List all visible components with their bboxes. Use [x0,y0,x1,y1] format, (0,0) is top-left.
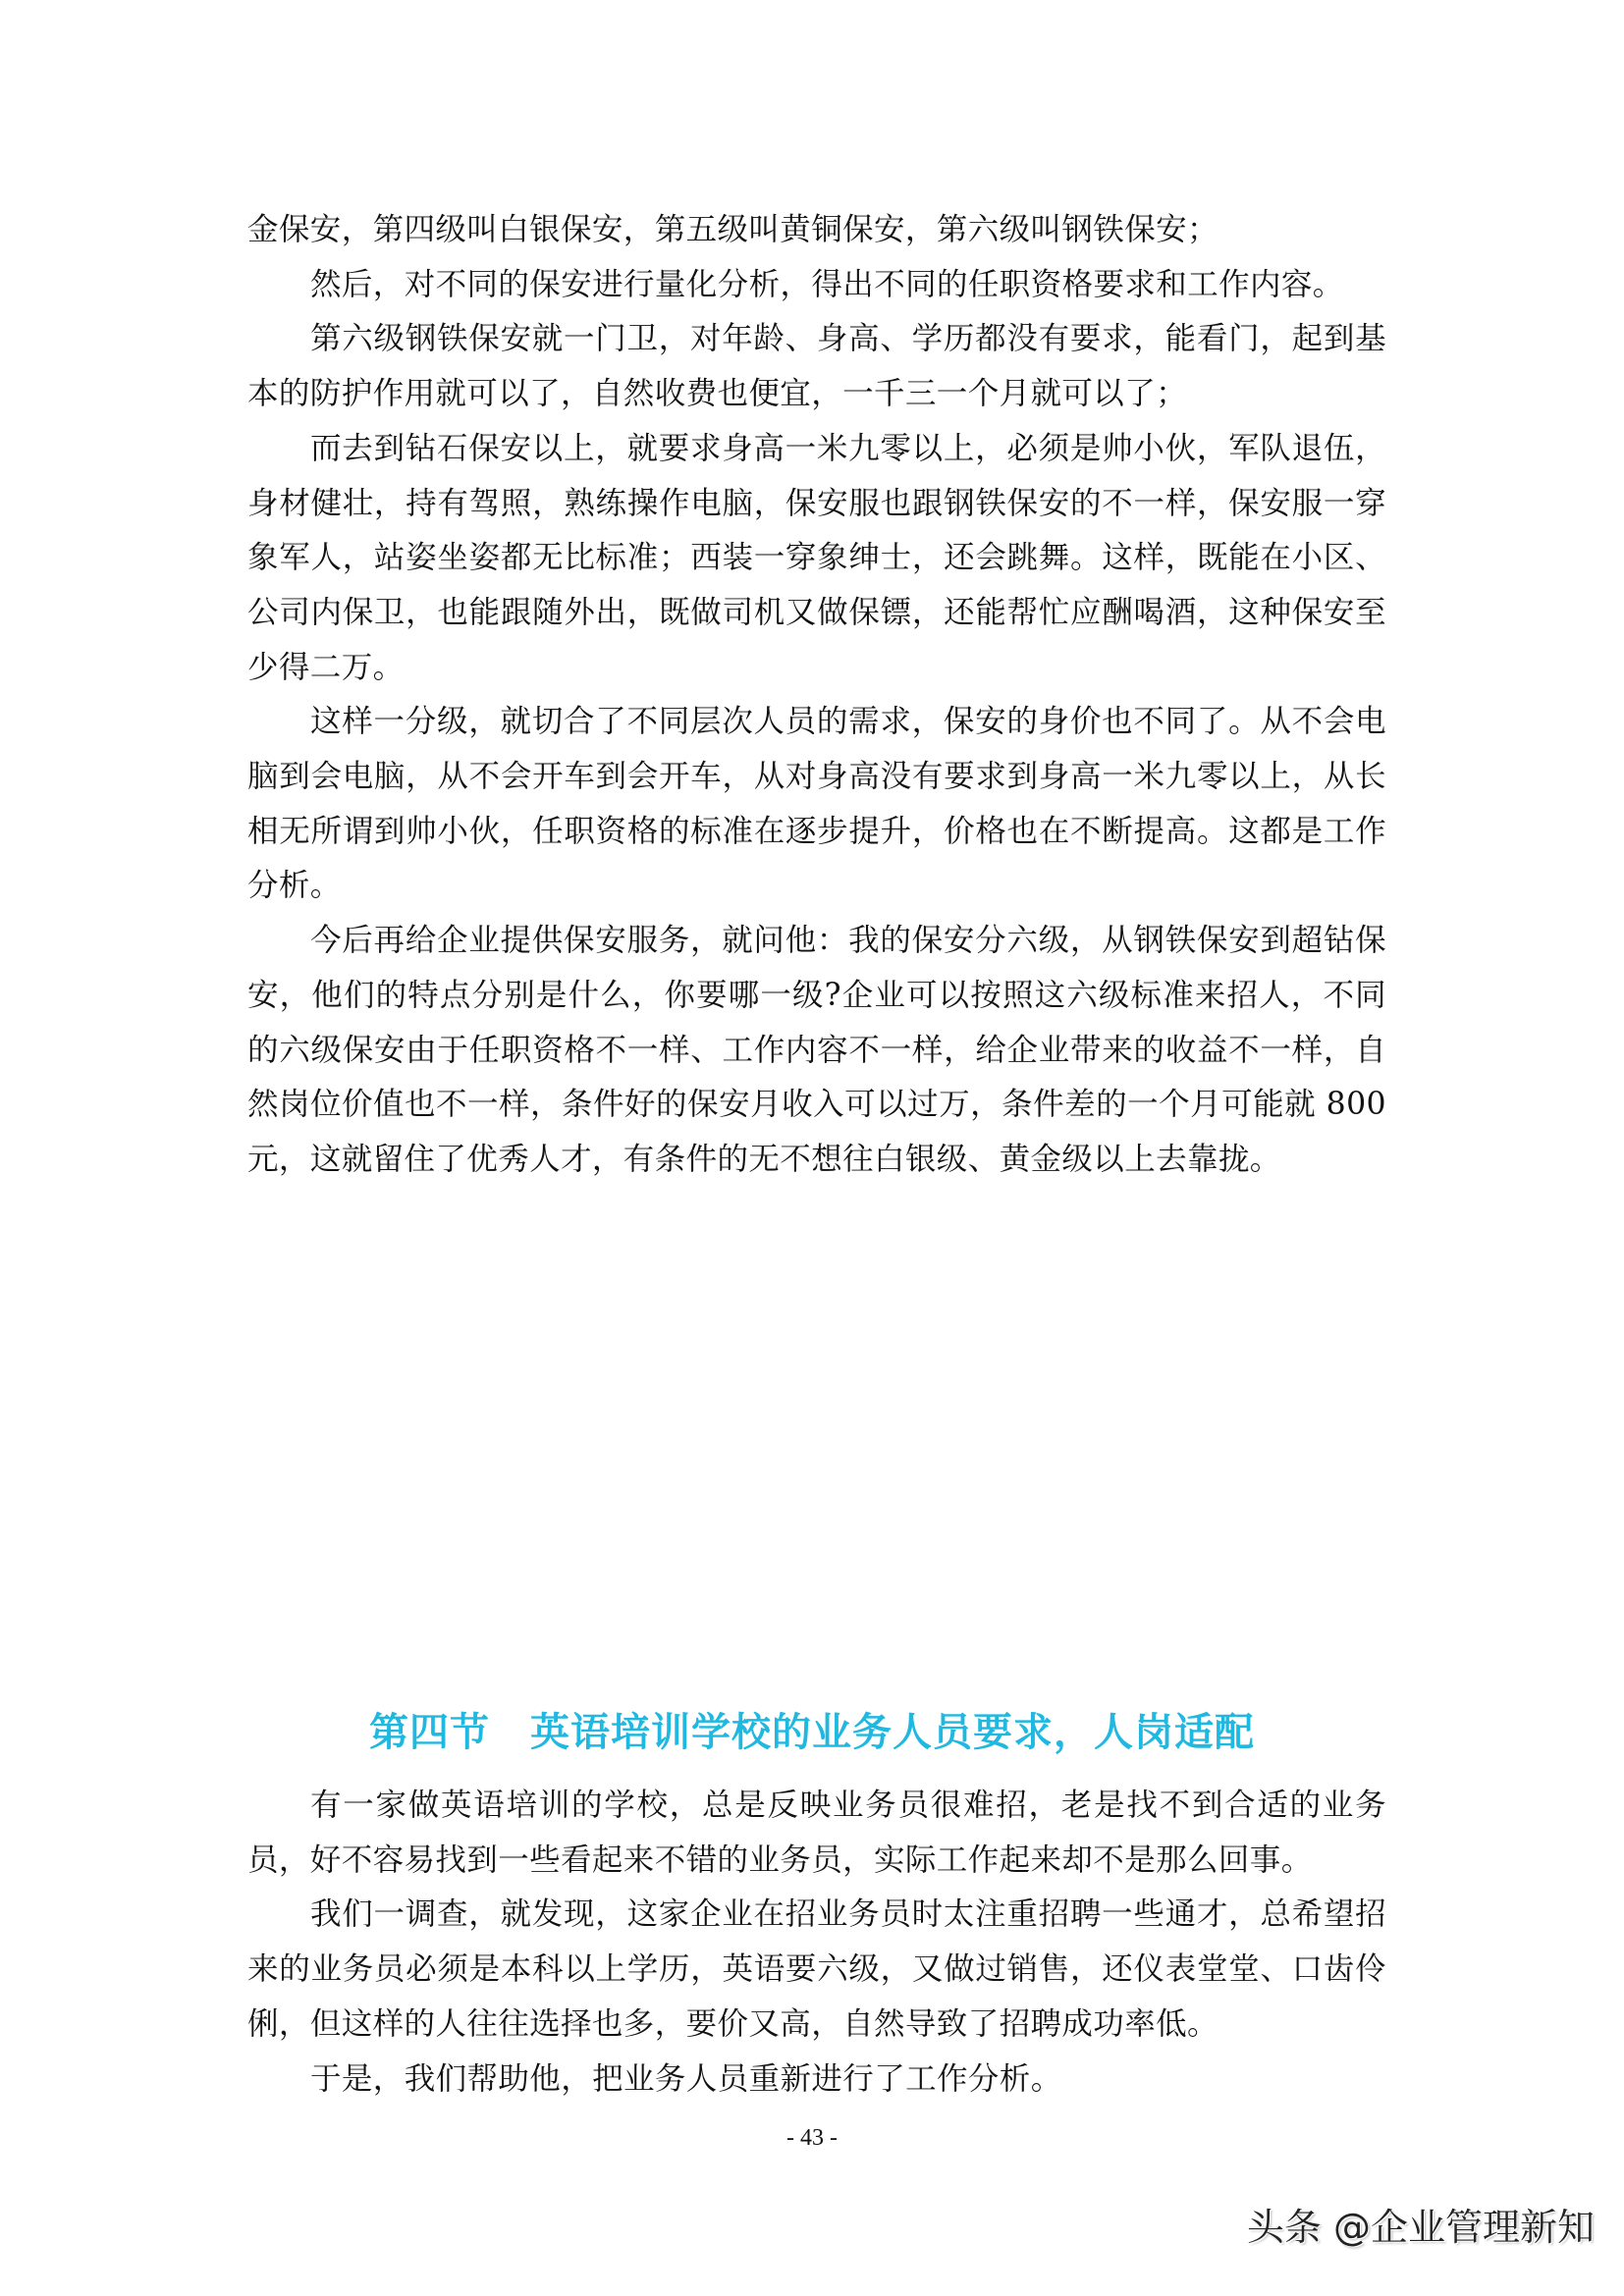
paragraph: 然后，对不同的保安进行量化分析，得出不同的任职资格要求和工作内容。 [310,266,1344,302]
paragraph: 第六级钢铁保安就一门卫，对年龄、身高、学历都没有要求，能看门，起到基本的防护作用就可以了，自然收费也便宜，一千三一个月就可以了； [247,321,1386,412]
section-body [247,1779,1386,2107]
page-body [247,203,1386,1188]
watermark: 头条 @企业管理新知 [1246,2206,1595,2249]
paragraph: 这样一分级，就切合了不同层次人员的需求，保安的身价也不同了。从不会电脑到会电脑，从不会开车到会开车，从对身高没有要求到身高一米九零以上，从长相无所谓到帅小伙，任职资格的标准在逐步提升，价格也在不断提高。这都是工作分析。 [247,704,1386,904]
paragraph: 于是，我们帮助他，把业务人员重新进行了工作分析。 [310,2060,1062,2097]
paragraph: 金保安，第四级叫白银保安，第五级叫黄铜保安，第六级叫钢铁保安； [247,212,1218,247]
paragraph: 今后再给企业提供保安服务，就问他：我的保安分六级，从钢铁保安到超钻保安，他们的特点分别是什么，你要哪一级?企业可以按照这六级标准来招人，不同的六级保安由于任职资格不一样、工作内容不一样，给企业带来的收益不一样，自然岗位价值也不一样，条件好的保安月收入可以过万，条件差的一个月可能就 800 元，这就留住了优秀人才，有条件的无不想往白银级、黄金级以上去靠拢。 [247,923,1386,1177]
paragraph: 而去到钻石保安以上，就要求身高一米九零以上，必须是帅小伙，军队退伍，身材健壮，持有驾照，熟练操作电脑，保安服也跟钢铁保安的不一样，保安服一穿象军人，站姿坐姿都无比标准；西装一穿象绅士，还会跳舞。这样，既能在小区、公司内保卫，也能跟随外出，既做司机又做保镖，还能帮忙应酬喝酒，这种保安至少得二万。 [247,430,1386,685]
section-title: 第四节 英语培训学校的业务人员要求，人岗适配 [369,1710,1255,1756]
paragraph: 我们一调查，就发现，这家企业在招业务员时太注重招聘一些通才，总希望招来的业务员必须是本科以上学历，英语要六级，又做过销售，还仪表堂堂、口齿伶俐，但这样的人往往选择也多，要价又高，自然导致了招聘成功率低。 [247,1896,1386,2042]
paragraph: 有一家做英语培训的学校，总是反映业务员很难招，老是找不到合适的业务员，好不容易找到一些看起来不错的业务员，实际工作起来却不是那么回事。 [247,1788,1386,1878]
page-number: - 43 - [786,2125,838,2151]
